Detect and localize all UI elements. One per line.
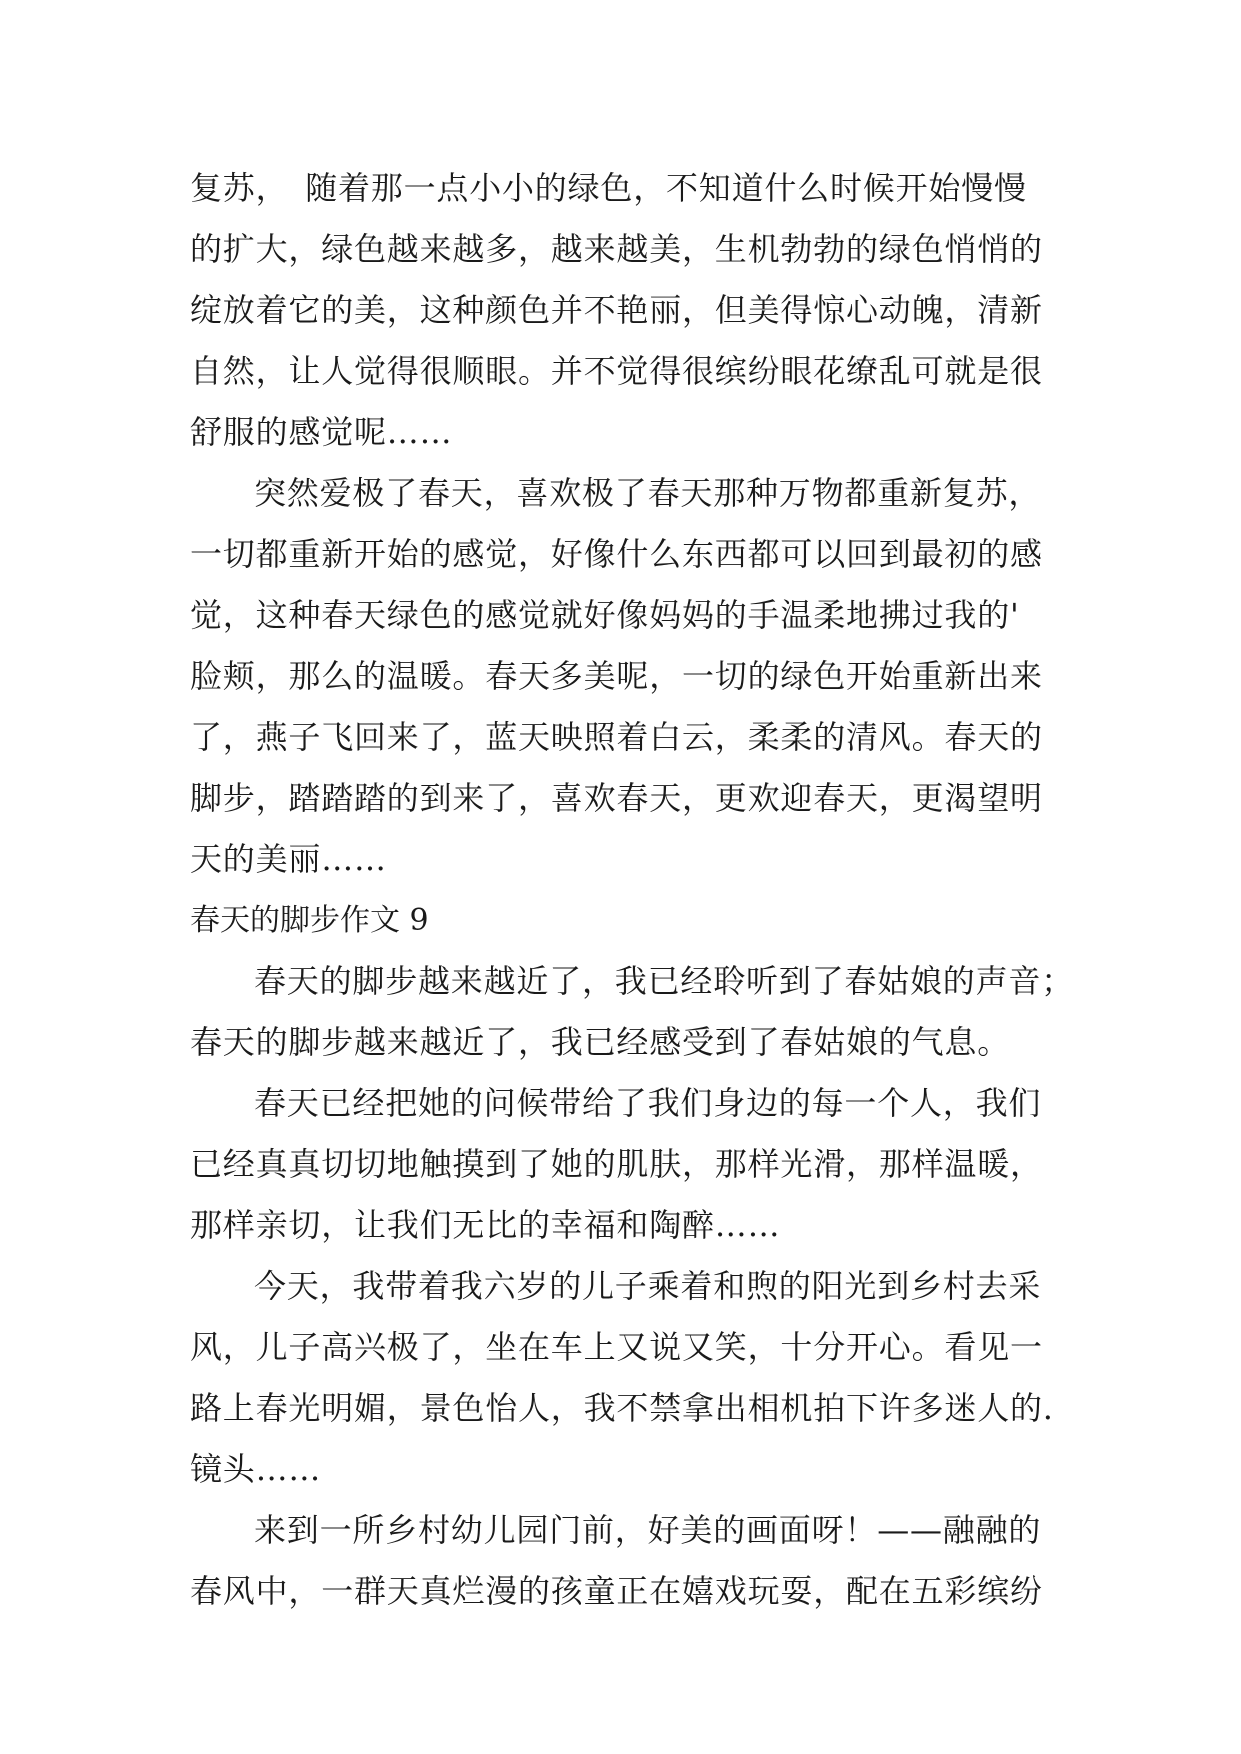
text-line: 脚步，踏踏踏的到来了，喜欢春天，更欢迎春天，更渴望明 <box>190 779 1043 817</box>
paragraph-first-line: 春天已经把她的问候带给了我们身边的每一个人，我们 <box>254 1084 1042 1122</box>
paragraph-first-line: 突然爱极了春天，喜欢极了春天那种万物都重新复苏， <box>254 474 1042 512</box>
text-line: 复苏， 随着那一点小小的绿色，不知道什么时候开始慢慢 <box>190 169 1027 207</box>
text-line: 自然，让人觉得很顺眼。并不觉得很缤纷眼花缭乱可就是很 <box>190 352 1043 390</box>
paragraph-first-line: 春天的脚步越来越近了，我已经聆听到了春姑娘的声音； <box>254 962 1075 1000</box>
text-line: 春风中，一群天真烂漫的孩童正在嬉戏玩耍，配在五彩缤纷 <box>190 1572 1043 1610</box>
text-line: 一切都重新开始的感觉，好像什么东西都可以回到最初的感 <box>190 535 1043 573</box>
text-line: 脸颊，那么的温暖。春天多美呢，一切的绿色开始重新出来 <box>190 657 1043 695</box>
section-heading: 春天的脚步作文 9 <box>190 903 429 938</box>
text-line: 镜头…… <box>190 1450 322 1488</box>
text-line: 风，儿子高兴极了，坐在车上又说又笑，十分开心。看见一 <box>190 1328 1043 1366</box>
text-line: 绽放着它的美，这种颜色并不艳丽，但美得惊心动魄，清新 <box>190 291 1043 329</box>
text-line: 舒服的感觉呢…… <box>190 413 453 451</box>
text-line: 天的美丽…… <box>190 840 387 878</box>
text-line: 那样亲切，让我们无比的幸福和陶醉…… <box>190 1206 781 1244</box>
text-line: 春天的脚步越来越近了，我已经感受到了春姑娘的气息。 <box>190 1023 1011 1061</box>
document-page <box>190 158 1075 1622</box>
paragraph-first-line: 今天，我带着我六岁的儿子乘着和煦的阳光到乡村去采 <box>254 1267 1042 1305</box>
text-line: 已经真真切切地触摸到了她的肌肤，那样光滑，那样温暖， <box>190 1145 1043 1183</box>
text-line: 觉，这种春天绿色的感觉就好像妈妈的手温柔地拂过我的' <box>190 596 1020 634</box>
text-line: 了，燕子飞回来了，蓝天映照着白云，柔柔的清风。春天的 <box>190 718 1043 756</box>
paragraph-first-line: 来到一所乡村幼儿园门前，好美的画面呀！——融融的 <box>254 1511 1042 1549</box>
text-line: 路上春光明媚，景色怡人，我不禁拿出相机拍下许多迷人的. <box>190 1389 1054 1427</box>
text-line: 的扩大，绿色越来越多，越来越美，生机勃勃的绿色悄悄的 <box>190 230 1043 268</box>
